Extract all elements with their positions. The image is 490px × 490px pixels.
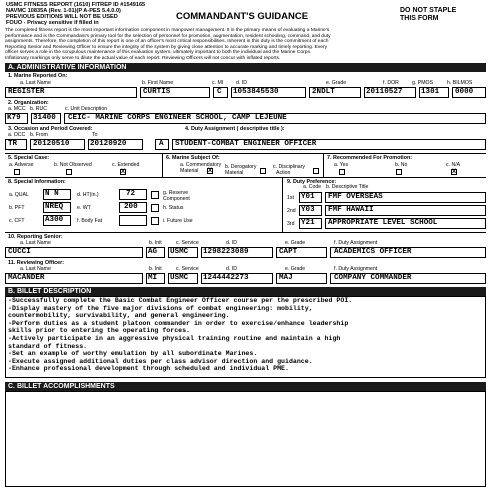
item9-rank-2: 2nd <box>287 208 296 214</box>
item9-rank-1: 1st <box>287 195 294 201</box>
item10-service-label: c. Service <box>176 240 199 246</box>
item3-from-label: b. From <box>30 132 48 138</box>
item11-duty-value: COMPANY COMMANDER <box>334 274 412 282</box>
item2-title: 2. Organization: <box>8 100 49 106</box>
item10-grade-value: CAPT <box>279 248 298 256</box>
item5-b-label: b. Not Observed <box>54 162 92 168</box>
divider <box>162 153 163 177</box>
billet-accomplishments-box <box>5 391 486 487</box>
item9-desc-label: b. Descriptive Title <box>326 184 369 190</box>
item4-title-value: STUDENT-COMBAT ENGINEER OFFICER <box>175 140 317 148</box>
divider <box>323 153 324 177</box>
item10-id-value: 1298223089 <box>203 248 249 256</box>
item9-code-3: Y21 <box>301 219 315 227</box>
item11-duty-label: f. Duty Assignment <box>334 266 378 272</box>
item4-code-value: A <box>159 140 164 148</box>
item8-res-label: g. Reserve <box>163 190 189 196</box>
divider <box>5 232 486 233</box>
item6-disciplinary-checkbox[interactable] <box>313 168 319 174</box>
guidance-line: The completed fitness report is the most important information component in manpower management. It is the primary means of evaluating a Marine's <box>5 28 330 33</box>
item10-last-label: a. Last Name <box>20 240 51 246</box>
privacy-line: FOUO - Privacy sensitive if filled in <box>6 20 99 26</box>
item5-not-observed-checkbox[interactable] <box>66 169 72 175</box>
item6-c-label: c. Disciplinary <box>273 164 305 170</box>
item10-duty-label: f. Duty Assignment <box>334 240 378 246</box>
billet-line: skills prior to entering the operating forces. <box>8 327 191 335</box>
item11-last-label: a. Last Name <box>20 266 51 272</box>
item1-last-label: a. Last Name <box>20 80 51 86</box>
item1-first-label: b. First Name <box>142 80 174 86</box>
item3-to-label: To <box>92 132 98 138</box>
divider <box>5 177 486 178</box>
item7-no-checkbox[interactable] <box>396 169 402 175</box>
item1-dor-label: f. DOR <box>383 80 399 86</box>
item3-title: 3. Occasion and Period Covered: <box>8 126 93 132</box>
item6-b-label-2: Material <box>225 170 244 176</box>
item10-service-value: USMC <box>170 248 189 256</box>
guidance-line: performance and is the Commandant's primary tool for the selection of personnel for promotion, augmentation, resident schooling, command, and duty <box>5 33 331 39</box>
item8-status-label: h. Status <box>163 205 184 211</box>
item9-title: 9. Duty Preference: <box>287 179 337 185</box>
item5-c-label: c. Extended <box>112 162 140 168</box>
item1-mi-label: c. MI <box>212 80 224 86</box>
item8-res-box <box>151 191 159 199</box>
billet-line: -Set an example of worthy emulation by all subordinate Marines. <box>8 350 258 358</box>
item6-a-label-2: Material <box>180 168 199 174</box>
section-b-header: B. BILLET DESCRIPTION <box>5 287 486 296</box>
item8-wt-value: 200 <box>124 203 138 211</box>
item1-grade-label: e. Grade <box>326 80 347 86</box>
item1-bilmos-label: h. BILMOS <box>447 80 473 86</box>
item7-yes-checkbox[interactable] <box>339 169 345 175</box>
item8-bf-box <box>119 215 147 226</box>
item10-duty-value: ACADEMICS OFFICER <box>334 248 412 256</box>
item10-title: 10. Reporting Senior: <box>8 234 63 240</box>
item9-code-label: a. Code <box>303 184 322 190</box>
item5-extended-checkbox[interactable]: X <box>121 169 126 175</box>
item8-title: 8. Special Information: <box>8 179 66 185</box>
item8-pft-value: NREQ <box>45 203 64 211</box>
item11-id-value: 1244442273 <box>203 274 249 282</box>
billet-description-text <box>8 297 352 373</box>
item6-c-label-2: Action <box>276 170 291 176</box>
item10-init-label: b. Init <box>149 240 162 246</box>
guidance-line: assignments. Therefore, the completion of this report is one of an officer's most critical responsibilities. Inherent in this duty is the commitment of each <box>5 39 329 45</box>
item7-b-label: b. No <box>395 162 408 168</box>
item8-ht-value: 72 <box>126 190 136 198</box>
item8-ht-label: d. HT(in.) <box>77 192 99 198</box>
item6-a-label: a. Commendatory <box>180 162 222 168</box>
item8-qual-label: a. QUAL <box>9 192 29 198</box>
billet-line: -Enhance professional development through scheduled and individual PME. <box>8 365 289 373</box>
item4-title: 4. Duty Assignment ( descriptive title ): <box>185 126 285 132</box>
guidance-line: officer serves a role in the scrupulous maintenance of this evaluation system, ultimately important to both the individual and the Marine Corps. <box>5 50 312 56</box>
item11-grade-label: e. Grade <box>285 266 306 272</box>
item11-grade-value: MAJ <box>279 274 293 282</box>
section-c-header: C. BILLET ACCOMPLISHMENTS <box>5 382 486 391</box>
item1-title: 1. Marine Reported On: <box>8 73 68 79</box>
item8-cft-label: c. CFT <box>9 218 25 224</box>
item9-code-2: Y03 <box>301 206 315 214</box>
item8-pft-label: b. PFT <box>9 205 25 211</box>
item3-occ-label: a. OCC <box>8 132 26 138</box>
do-not-staple-2: THIS FORM <box>400 15 439 22</box>
item1-dor-value: 20110527 <box>366 88 403 96</box>
item6-title: 6. Marine Subject Of: <box>166 155 220 161</box>
item8-bf-label: f. Body Fat <box>77 218 103 224</box>
item1-id-value: 1053845530 <box>233 88 279 96</box>
item2-ruc-label: b. RUC <box>30 106 48 112</box>
billet-line: standard of fitness. <box>8 342 88 350</box>
item11-init-label: b. Init <box>149 266 162 272</box>
billet-line: -Execute assigned additional duties per class advisor direction and guidance. <box>8 357 313 365</box>
item2-ruc-value: 31400 <box>33 114 56 122</box>
item1-id-label: d. ID <box>236 80 247 86</box>
item10-id-label: d. ID <box>226 240 237 246</box>
form-id-line: USMC FITNESS REPORT (1610) FITREP ID #1549165 <box>6 2 146 8</box>
item11-service-label: c. Service <box>176 266 199 272</box>
item8-status-box <box>151 204 159 212</box>
item1-first-value: CURTIS <box>143 88 171 96</box>
item7-a-label: a. Yes <box>334 162 349 168</box>
item8-cft-value: A300 <box>45 216 64 224</box>
item2-mcc-label: a. MCC <box>8 106 26 112</box>
item1-grade-value: 2NDLT <box>312 88 335 96</box>
billet-line: -Display mastery of the five major divisions of combat engineering: mobility, <box>8 304 313 312</box>
item6-commendatory-checkbox[interactable]: X <box>208 168 213 174</box>
item1-last-value: REGISTER <box>8 88 45 96</box>
guidance-paragraph <box>5 28 486 62</box>
item3-from-value: 20120510 <box>33 140 70 148</box>
item10-init-value: AG <box>148 248 158 256</box>
page-title: COMMANDANT'S GUIDANCE <box>176 11 309 22</box>
item3-to-value: 20120920 <box>90 140 127 148</box>
item7-c-label: c. N/A <box>446 162 461 168</box>
item6-derogatory-checkbox[interactable] <box>260 168 266 174</box>
item10-grade-label: e. Grade <box>285 240 306 246</box>
item5-a-label: a. Adverse <box>9 162 34 168</box>
item9-title-2: FMF HAWAII <box>328 206 374 214</box>
item2-desc-label: c. Unit Description <box>65 106 108 112</box>
guidance-line: Inflationary markings only serve to dilute the actual value of each report. Reviewing Officers will not concur with inflated reports. <box>5 55 281 61</box>
item8-qual-value: N N <box>45 190 59 198</box>
item1-pmos-value: 1301 <box>421 88 440 96</box>
item10-last-value: CUCCI <box>8 248 31 256</box>
item2-mcc-value: K79 <box>7 114 21 122</box>
divider <box>5 153 486 154</box>
item1-bilmos-value: 0000 <box>455 88 474 96</box>
item11-init-value: MI <box>148 274 158 282</box>
item11-last-value: MACANDER <box>8 274 45 282</box>
item11-id-label: d. ID <box>226 266 237 272</box>
item9-title-3: APPROPRIATE LEVEL SCHOOL <box>328 219 438 227</box>
billet-line: countermobility, survivability, and general engineering. <box>8 312 230 320</box>
billet-line: -Perform duties as a student platoon commander in order to exercise/enhance leadership <box>8 319 349 327</box>
item11-title: 11. Reviewing Officer: <box>8 260 65 266</box>
form-revision-line: NAVMC 10835A (Rev. 1-01)(P A-PES 5.4.0.0) <box>6 8 121 14</box>
guidance-line: Reporting Senior and Reviewing Officer to ensure the integrity of the system by giving close attention to accurate marking and timely reporting. Every <box>5 44 328 50</box>
item8-use-label: i. Future Use <box>163 218 193 224</box>
item5-title: 5. Special Case: <box>8 155 50 161</box>
item6-b-label: b. Derogatory <box>225 164 257 170</box>
item8-use-box <box>151 217 159 225</box>
item9-code-1: Y01 <box>301 193 315 201</box>
divider <box>282 177 283 232</box>
section-a-header: A. ADMINISTRATIVE INFORMATION <box>5 63 486 72</box>
billet-line: -Successfully complete the Basic Combat Engineer Officer course per the prescribed POI. <box>8 297 353 304</box>
billet-line: -Actively participate in an aggressive physical training routine and maintain a high <box>8 334 341 342</box>
item3-occ-value: TR <box>8 140 18 148</box>
item11-service-value: USMC <box>170 274 189 282</box>
item9-title-1: FMF OVERSEAS <box>328 193 383 201</box>
item8-wt-label: e. WT <box>77 205 91 211</box>
item8-res-label-2: Component <box>163 196 190 202</box>
item1-pmos-label: g. PMOS <box>412 80 434 86</box>
item5-adverse-checkbox[interactable] <box>14 169 20 175</box>
item7-title: 7. Recommended For Promotion: <box>327 155 413 161</box>
item9-rank-3: 3rd <box>287 221 295 227</box>
item2-desc-value: CEIC- MARINE CORPS ENGINEER SCHOOL, CAMP LEJEUNE <box>68 114 287 122</box>
previous-editions-line: PREVIOUS EDITIONS WILL NOT BE USED <box>6 14 118 20</box>
do-not-staple-1: DO NOT STAPLE <box>400 7 457 14</box>
item1-mi-value: C <box>217 88 222 96</box>
item7-na-checkbox[interactable]: X <box>452 169 457 175</box>
